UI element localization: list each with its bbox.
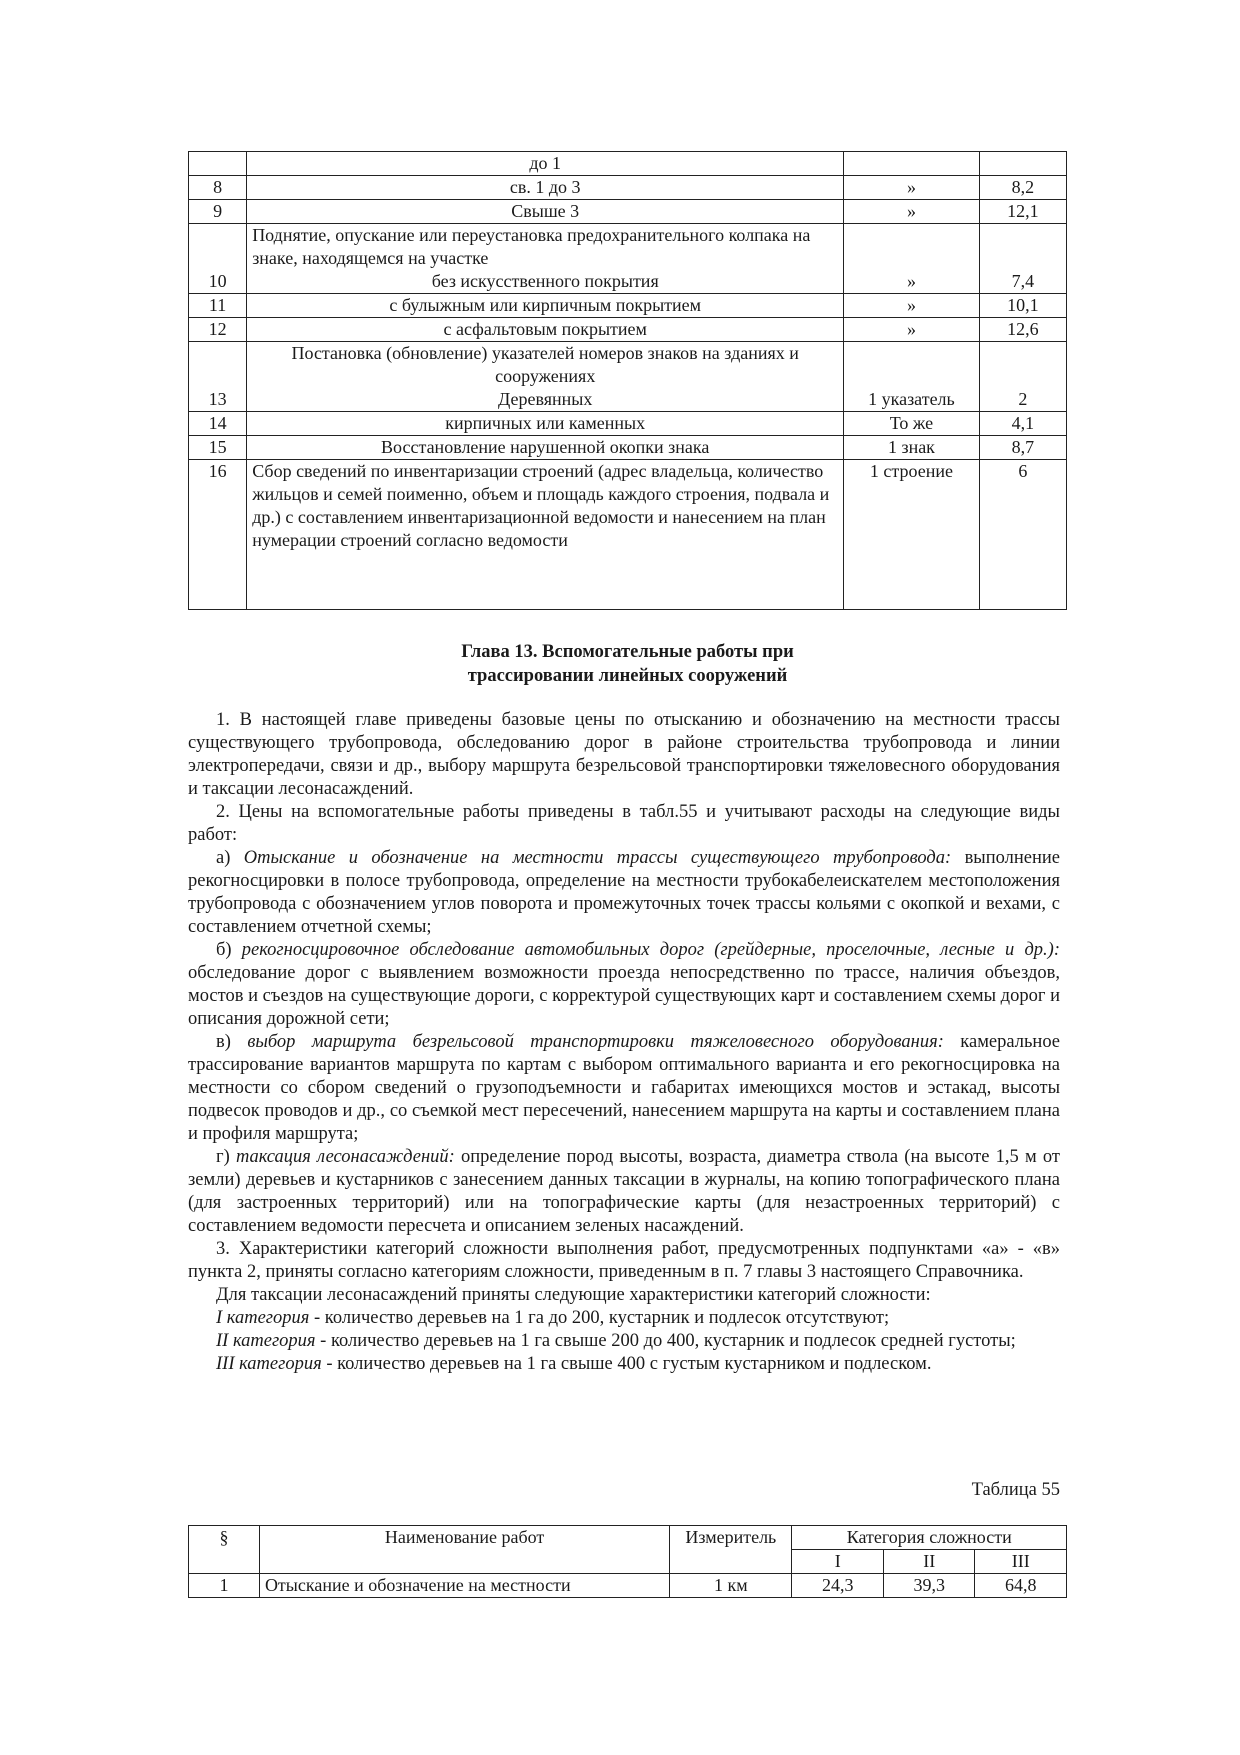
chapter-heading [188,640,1067,688]
item-text: обследование дорог с выявлением возможности проезда непосредственно по трассе, наличия объездов, мостов и съездов на существующие дороги, с корректурой существующих карт и составлением схемы дорог и описания дорожной сети; [188,963,1060,1029]
table-caption: Таблица 55 [971,1480,1060,1500]
work-name [247,342,844,412]
paragraph-2: 2. Цены на вспомогательные работы приведены в табл.55 и учитывают расходы на следующие виды работ: [188,802,1060,845]
table-row [189,224,1067,294]
item-letter: г) [216,1147,236,1167]
price-table [188,1525,1067,1598]
work-name: св. 1 до 3 [247,176,844,200]
header-cat-2: II [883,1550,975,1574]
work-group-header: Постановка (обновление) указателей номеров знаков на зданиях и сооружениях [291,343,799,386]
row-unit: 1 км [670,1574,792,1598]
row-number: 15 [189,436,247,460]
row-cat-1: 24,3 [792,1574,884,1598]
work-name: до 1 [247,152,844,176]
chapter-heading-line1: Глава 13. Вспомогательные работы при [461,642,794,662]
row-number: 9 [189,200,247,224]
table-header-row [189,1526,1067,1550]
category-name: II категория [216,1331,316,1351]
item-text: определение пород высоты, возраста, диаметра ствола (на высоте 1,5 м от земли) деревьев и кустарников с занесением данных таксации в журналы, на копию топографического плана (для застроенных территорий) или на топографические карты (для незастроенных территорий) с составлением ведомости пересчета и описанием зеленых насаждений. [188,1147,1060,1236]
work-name [247,224,844,294]
row-number: 16 [189,460,247,610]
work-unit: » [844,294,979,318]
row-number: 10 [189,224,247,294]
category-text: - количество деревьев на 1 га до 200, кустарник и подлесок отсутствуют; [309,1308,890,1328]
table-row [189,436,1067,460]
header-category: Категория сложности [792,1526,1067,1550]
paragraph-4: Для таксации лесонасаждений приняты следующие характеристики категорий сложности: [216,1285,931,1305]
table-row [189,176,1067,200]
paragraph-3: 3. Характеристики категорий сложности выполнения работ, предусмотренных подпунктами «а» - «в» пункта 2, приняты согласно категориям сложности, приведенным в п. 7 главы 3 настоящего Справочника. [188,1239,1060,1282]
work-price: 7,4 [979,224,1066,294]
work-name: Восстановление нарушенной окопки знака [247,436,844,460]
work-name: с булыжным или кирпичным покрытием [247,294,844,318]
paragraph-1: 1. В настоящей главе приведены базовые цены по отысканию и обозначению на местности трассы существующего трубопровода, обследованию дорог в районе строительства трубопровода и линии электропередачи, связи и др., выбору маршрута безрельсовой транспортировки тяжеловесного оборудования и таксации лесонасаждений. [188,710,1060,799]
table-row [189,460,1067,610]
work-subitem: без искусственного покрытия [431,271,659,291]
item-text: камеральное трассирование вариантов маршрута по картам с выбором оптимального варианта и его рекогносцировка на местности со сбором сведений о грузоподъемности и габаритах имеющихся мостов и эстакад, высоты подвесок проводов и др., со съемкой мест пересечений, нанесением маршрута на карты и составлением плана и профиля маршрута; [188,1032,1061,1144]
work-name: Сбор сведений по инвентаризации строений (адрес владельца, количество жильцов и семей поименно, объем и площадь каждого строения, подвала и др.) с составлением инвентаризационной ведомости и нанесением на план нумерации строений согласно ведомости [247,460,844,610]
category-name: I категория [216,1308,310,1328]
row-num: 1 [189,1574,260,1598]
paragraph-b [188,939,1060,1031]
work-group-header: Поднятие, опускание или переустановка предохранительного колпака на знаке, находящемся на участке [252,225,811,268]
header-num: § [189,1526,260,1574]
work-name: кирпичных или каменных [247,412,844,436]
table-row [189,1574,1067,1598]
work-price: 8,2 [979,176,1066,200]
work-price: 2 [979,342,1066,412]
table-row [189,342,1067,412]
body-text [188,709,1060,1376]
header-name: Наименование работ [259,1526,669,1574]
row-number: 14 [189,412,247,436]
item-letter: в) [216,1032,248,1052]
work-price: 12,6 [979,318,1066,342]
work-price: 12,1 [979,200,1066,224]
work-name: Свыше 3 [247,200,844,224]
work-unit: 1 строение [844,460,979,610]
row-cat-2: 39,3 [883,1574,975,1598]
work-name: с асфальтовым покрытием [247,318,844,342]
row-number [189,152,247,176]
work-subitem: Деревянных [498,389,593,409]
category-2 [188,1330,1060,1353]
item-title: таксация лесонасаждений: [235,1147,455,1167]
header-cat-1: I [792,1550,884,1574]
work-unit: 1 знак [844,436,979,460]
paragraph-g [188,1146,1060,1238]
category-name: III категория [216,1354,322,1374]
row-number: 8 [189,176,247,200]
norms-table [188,151,1067,610]
table-row [189,412,1067,436]
table-row [189,294,1067,318]
work-unit: » [844,224,979,294]
work-unit: » [844,318,979,342]
chapter-heading-line2: трассировании линейных сооружений [467,666,788,686]
paragraph-a [188,847,1060,939]
row-number: 13 [189,342,247,412]
table-row [189,200,1067,224]
table-row [189,318,1067,342]
header-cat-3: III [975,1550,1067,1574]
work-price: 6 [979,460,1066,610]
category-text: - количество деревьев на 1 га свыше 200 до 400, кустарник и подлесок средней густоты; [315,1331,1016,1351]
category-text: - количество деревьев на 1 га свыше 400 с густым кустарником и подлеском. [321,1354,932,1374]
item-title: рекогносцировочное обследование автомобильных дорог (грейдерные, проселочные, лесные и др.): [241,940,1060,960]
work-unit: То же [844,412,979,436]
item-letter: а) [216,848,244,868]
row-number: 12 [189,318,247,342]
work-unit: » [844,200,979,224]
header-unit: Измеритель [670,1526,792,1574]
item-title: выбор маршрута безрельсовой транспортировки тяжеловесного оборудования: [247,1032,944,1052]
item-letter: б) [216,940,242,960]
table-row [189,152,1067,176]
row-name: Отыскание и обозначение на местности [259,1574,669,1598]
work-price [979,152,1066,176]
work-price: 8,7 [979,436,1066,460]
row-cat-3: 64,8 [975,1574,1067,1598]
item-text: выполнение рекогносцировки в полосе трубопровода, определение на местности трубокабелеискателем местоположения трубопровода с обозначением углов поворота и промежуточных точек трассы кольями с окопкой и вехами, с составлением отчетной схемы; [188,848,1060,937]
work-unit: 1 указатель [844,342,979,412]
work-unit: » [844,176,979,200]
category-1 [188,1307,1060,1330]
category-3 [188,1353,1060,1376]
work-price: 10,1 [979,294,1066,318]
paragraph-v [188,1031,1060,1146]
item-title: Отыскание и обозначение на местности трассы существующего трубопровода: [243,848,952,868]
row-number: 11 [189,294,247,318]
work-unit [844,152,979,176]
work-price: 4,1 [979,412,1066,436]
